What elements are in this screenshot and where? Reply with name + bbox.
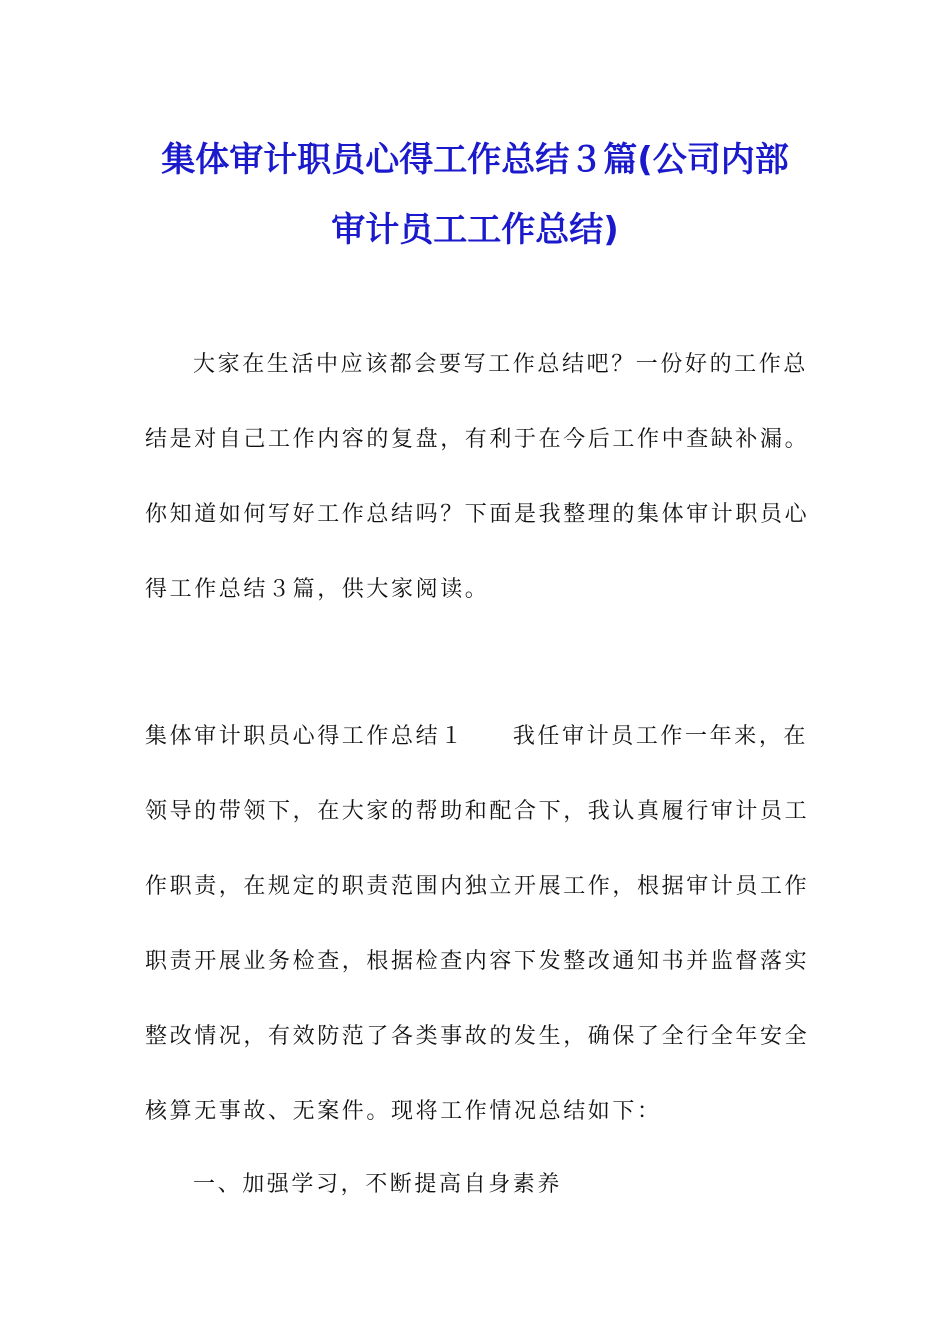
section-1-first-line	[145, 719, 809, 750]
intro-line-2: 结是对自己工作内容的复盘，有利于在今后工作中查缺补漏。	[145, 427, 810, 452]
section-1-first-line-text: 我任审计员工作一年来，在	[512, 724, 809, 749]
section-1-line-2: 领导的带领下，在大家的帮助和配合下，我认真履行审计员工	[145, 799, 810, 824]
section-1-line-4: 职责开展业务检查，根据检查内容下发整改通知书并监督落实	[145, 949, 810, 974]
section-1-line-5: 整改情况，有效防范了各类事故的发生，确保了全行全年安全	[145, 1024, 810, 1049]
section-1-line-6: 核算无事故、无案件。现将工作情况总结如下：	[145, 1099, 662, 1124]
intro-line-3: 你知道如何写好工作总结吗？下面是我整理的集体审计职员心	[145, 502, 810, 527]
document-title-line-1: 集体审计职员心得工作总结３篇(公司内部	[161, 140, 789, 180]
section-1-line-3: 作职责，在规定的职责范围内独立开展工作，根据审计员工作	[145, 874, 810, 899]
section-1-subheading: 一、加强学习，不断提高自身素养	[193, 1172, 563, 1197]
document-title-line-2: 审计员工工作总结)	[331, 210, 619, 250]
intro-line-4: 得工作总结３篇，供大家阅读。	[145, 577, 490, 602]
intro-line-1: 大家在生活中应该都会要写工作总结吧？一份好的工作总	[193, 352, 809, 377]
section-1-heading: 集体审计职员心得工作总结１	[145, 724, 465, 749]
